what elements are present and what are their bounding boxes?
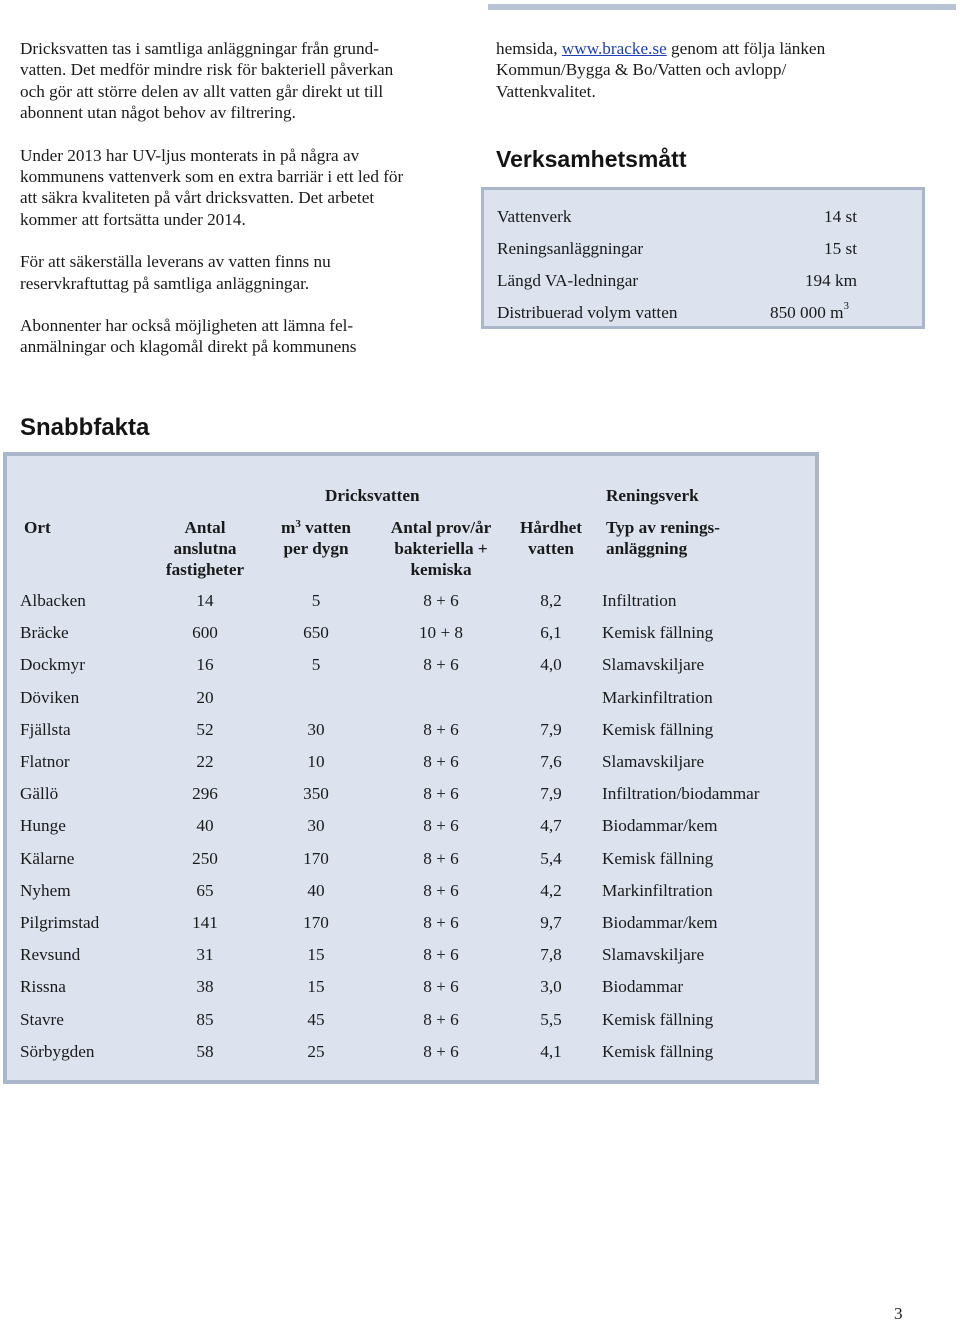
cell-hardhet: 4,2: [540, 880, 562, 900]
text-line: vatten. Det medför mindre risk för bakteriell påverkan: [20, 60, 394, 80]
cell-antal: 250: [192, 848, 218, 868]
cell-antal: 52: [196, 719, 214, 739]
paragraph-uv-light: [20, 145, 450, 231]
paragraph-groundwater: [20, 38, 450, 124]
cell-prov: 8 + 6: [423, 1009, 459, 1029]
cell-antal: 85: [196, 1009, 214, 1029]
cell-ort: Rissna: [20, 977, 66, 997]
column-header-prov: [375, 517, 507, 580]
cell-typ: Slamavskiljare: [602, 752, 705, 771]
cell-hardhet: 4,7: [540, 816, 562, 836]
cell-prov: 8 + 6: [423, 784, 459, 804]
header-line: per dygn: [283, 539, 349, 558]
cell-hardhet: 5,5: [540, 1009, 562, 1029]
text-line: Kommun/Bygga & Bo/Vatten och avlopp/: [496, 60, 787, 80]
verksamhet-value: 194 km: [804, 271, 857, 290]
cell-ort: Flatnor: [20, 752, 70, 771]
cell-typ: Kemisk fällning: [602, 1041, 714, 1061]
cell-antal: 20: [196, 687, 214, 707]
header-line: fastigheter: [165, 560, 245, 579]
table-row: [7, 688, 815, 720]
cell-ort: Sörbygden: [20, 1041, 95, 1061]
cell-typ: Kemisk fällning: [602, 623, 714, 643]
cell-antal: 58: [196, 1041, 214, 1061]
cell-prov: 8 + 6: [423, 655, 459, 675]
cell-typ: Slamavskiljare: [602, 945, 705, 965]
verksamhet-row: [497, 271, 917, 303]
text-span: hemsida,: [496, 39, 562, 58]
table-row: [7, 945, 815, 977]
column-header-m3: [261, 517, 371, 559]
verksamhet-value: 14 st: [824, 207, 857, 226]
cell-antal: 14: [196, 591, 214, 610]
right-column: [496, 38, 946, 102]
cell-typ: Infiltration/biodammar: [602, 784, 760, 804]
cell-hardhet: 4,1: [540, 1041, 562, 1061]
header-line: anslutna: [173, 539, 237, 558]
cell-typ: Markinfiltration: [602, 687, 713, 707]
cell-typ: Biodammar: [602, 977, 684, 997]
cell-prov: 8 + 6: [423, 1041, 459, 1061]
cell-m3: 10: [307, 752, 325, 771]
snabbfakta-heading: Snabbfakta: [20, 414, 150, 441]
group-header-dricksvatten: Dricksvatten: [325, 486, 420, 505]
cell-typ: Slamavskiljare: [602, 655, 705, 675]
column-header-ort: Ort: [24, 518, 51, 537]
cell-m3: 650: [303, 623, 329, 643]
cell-antal: 296: [192, 784, 218, 804]
table-row: [7, 591, 815, 623]
text-line: Vattenkvalitet.: [496, 81, 596, 101]
table-row: [7, 655, 815, 687]
cell-m3: 170: [303, 848, 329, 868]
cell-prov: 8 + 6: [423, 816, 459, 836]
header-line: vatten: [528, 539, 574, 558]
column-header-hardhet: [511, 517, 591, 559]
column-header-antal: [145, 517, 265, 580]
cell-m3: 30: [307, 719, 325, 739]
verksamhet-label: Vattenverk: [497, 207, 572, 226]
table-row: [7, 1010, 815, 1042]
table-row: [7, 913, 815, 945]
cell-typ: Markinfiltration: [602, 880, 713, 900]
header-line: Typ av renings-: [606, 518, 720, 537]
cubic-superscript: 3: [295, 518, 301, 530]
left-column: [20, 38, 450, 379]
text-line: anmälningar och klagomål direkt på kommunens: [20, 337, 357, 357]
table-row: [7, 881, 815, 913]
cell-ort: Kälarne: [20, 848, 75, 868]
verksamhet-row: [497, 239, 917, 271]
text-line: kommer att fortsätta under 2014.: [20, 209, 246, 229]
cell-ort: Gällö: [20, 784, 59, 804]
cell-hardhet: 3,0: [540, 977, 562, 997]
cell-m3: 5: [311, 591, 321, 610]
snabbfakta-table: [3, 452, 819, 1084]
cell-hardhet: 7,9: [540, 784, 562, 804]
header-line: Antal: [184, 518, 226, 537]
paragraph-reserve-power: [20, 251, 450, 294]
verksamhet-box: [481, 187, 925, 329]
cell-hardhet: 7,9: [540, 719, 562, 739]
text-line: att säkra kvaliteten på vårt dricksvatten. Det arbetet: [20, 188, 375, 208]
cell-ort: Hunge: [20, 816, 66, 836]
cell-m3: 25: [307, 1041, 325, 1061]
cell-prov: 8 + 6: [423, 913, 459, 932]
cell-hardhet: 9,7: [540, 913, 562, 932]
cell-prov: 8 + 6: [423, 848, 459, 868]
cell-antal: 38: [196, 977, 214, 997]
cell-hardhet: 7,6: [540, 752, 562, 771]
paragraph-website: [496, 38, 946, 102]
cell-hardhet: 7,8: [540, 945, 562, 965]
table-row: [7, 623, 815, 655]
cell-hardhet: 8,2: [540, 591, 562, 610]
cell-ort: Albacken: [20, 591, 86, 610]
text-line: kommunens vattenverk som en extra barriär i ett led för: [20, 167, 404, 187]
cell-m3: 350: [303, 784, 329, 804]
page-number: 3: [894, 1304, 903, 1323]
cell-typ: Biodammar/kem: [602, 913, 718, 932]
text-line: För att säkerställa leverans av vatten finns nu: [20, 252, 331, 272]
cell-ort: Pilgrimstad: [20, 913, 100, 932]
header-line: Antal prov/år: [390, 518, 492, 537]
cell-antal: 31: [196, 945, 214, 965]
text-line: abonnent utan något behov av filtrering.: [20, 103, 296, 123]
text-line: och gör att större delen av allt vatten går direkt ut till: [20, 81, 384, 101]
header-line: anläggning: [606, 539, 688, 558]
header-line: m: [281, 518, 296, 537]
table-row: [7, 977, 815, 1009]
website-link[interactable]: www.bracke.se: [561, 39, 667, 58]
cell-ort: Nyhem: [20, 880, 71, 900]
cell-typ: Kemisk fällning: [602, 848, 714, 868]
cell-m3: 45: [307, 1009, 325, 1029]
cell-typ: Biodammar/kem: [602, 816, 718, 836]
table-row: [7, 784, 815, 816]
volume-value: 850 000 m: [769, 303, 844, 322]
cell-prov: 8 + 6: [423, 880, 459, 900]
cell-prov: 8 + 6: [423, 719, 459, 739]
cell-ort: Döviken: [20, 687, 80, 707]
cell-ort: Revsund: [20, 945, 81, 965]
cell-antal: 600: [192, 623, 218, 643]
cell-hardhet: 4,0: [540, 655, 562, 675]
cell-typ: Infiltration: [602, 591, 677, 610]
table-row: [7, 1042, 815, 1074]
cell-prov: 8 + 6: [423, 945, 459, 965]
verksamhet-row: [497, 207, 917, 239]
verksamhet-label: Distribuerad volym vatten: [497, 303, 678, 322]
text-line: Under 2013 har UV-ljus monterats in på några av: [20, 145, 360, 165]
paragraph-complaints: [20, 315, 450, 358]
cell-antal: 16: [196, 655, 214, 675]
cell-antal: 65: [196, 880, 214, 900]
table-row: [7, 816, 815, 848]
table-row: [7, 752, 815, 784]
verksamhet-label: Reningsanläggningar: [497, 239, 644, 258]
cell-antal: 141: [192, 913, 218, 932]
cell-typ: Kemisk fällning: [602, 719, 714, 739]
header-line: vatten: [300, 518, 351, 537]
verksamhet-label: Längd VA-ledningar: [497, 271, 639, 290]
cubic-superscript: 3: [843, 300, 849, 312]
cell-antal: 40: [196, 816, 214, 836]
cell-m3: 5: [311, 655, 321, 675]
cell-m3: 15: [307, 945, 325, 965]
verksamhet-heading: Verksamhetsmått: [496, 146, 687, 172]
column-header-typ: [606, 517, 720, 559]
cell-antal: 22: [196, 752, 214, 771]
cell-ort: Fjällsta: [20, 719, 71, 739]
group-header-reningsverk: Reningsverk: [606, 486, 699, 505]
text-span: genom att följa länken: [666, 39, 826, 58]
cell-m3: 170: [303, 913, 329, 932]
cell-prov: 8 + 6: [423, 977, 459, 997]
cell-ort: Stavre: [20, 1009, 64, 1029]
table-row: [7, 849, 815, 881]
cell-prov: 8 + 6: [423, 752, 459, 771]
cell-ort: Bräcke: [20, 623, 69, 643]
cell-prov: 10 + 8: [418, 623, 464, 643]
verksamhet-value: 15 st: [824, 239, 857, 258]
text-line: Abonnenter har också möjligheten att lämna fel-: [20, 316, 354, 336]
verksamhet-value: [769, 300, 849, 323]
header-line: Hårdhet: [519, 518, 583, 537]
table-row: [7, 720, 815, 752]
cell-ort: Dockmyr: [20, 655, 85, 675]
text-line: Dricksvatten tas i samtliga anläggningar från grund-: [20, 39, 379, 58]
cell-prov: 8 + 6: [423, 591, 459, 610]
header-line: kemiska: [410, 560, 472, 579]
text-line: reservkraftuttag på samtliga anläggningar.: [20, 273, 310, 293]
cell-m3: 15: [307, 977, 325, 997]
cell-m3: 40: [307, 880, 325, 900]
cell-hardhet: 5,4: [540, 848, 562, 868]
header-line: bakteriella +: [394, 539, 488, 558]
verksamhet-row: [497, 300, 917, 335]
cell-m3: 30: [307, 816, 325, 836]
cell-typ: Kemisk fällning: [602, 1009, 714, 1029]
cell-hardhet: 6,1: [540, 623, 562, 643]
top-rule: [488, 4, 956, 10]
